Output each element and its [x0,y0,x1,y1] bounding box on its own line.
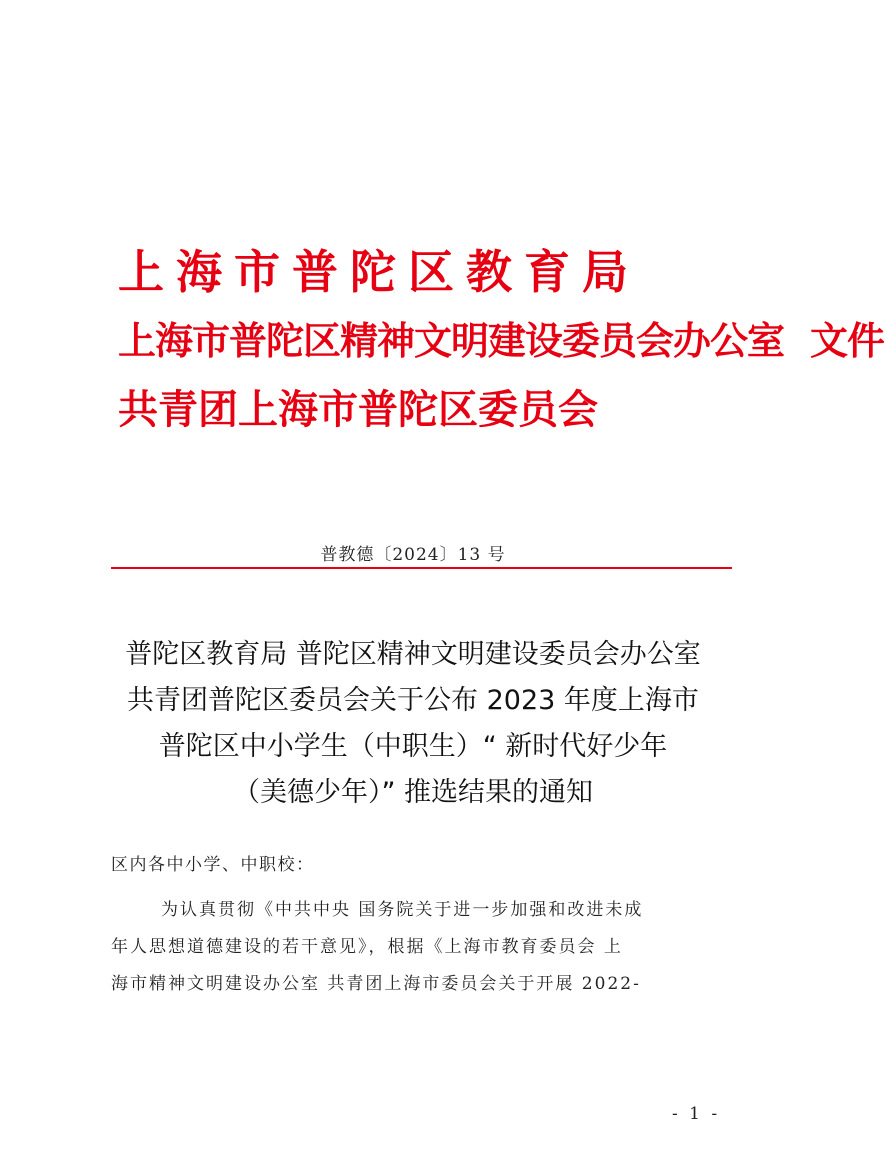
notice-title [100,632,726,816]
issuer-line-education-bureau: 上海市普陀区教育局 [118,245,640,299]
title-line-2: 共青团普陀区委员会关于公布 2023 年度上海市 [127,685,699,716]
document-type-label: 文件 [810,319,884,363]
salutation: 区内各中小学、中职校： [111,855,315,875]
page-number: - 1 - [672,1104,721,1124]
issuer-civilization-office-text: 上海市普陀区精神文明建设委员会办公室 [118,319,785,363]
paragraph-line-2: 年人思想道德建设的若干意见》，根据《上海市教育委员会 上 [111,937,623,957]
red-divider-line [111,567,732,569]
document-number: 普教德〔2024〕13 号 [320,545,506,565]
paragraph-line-1: 为认真贯彻《中共中央 国务院关于进一步加强和改进未成 [161,900,644,920]
title-line-1: 普陀区教育局 普陀区精神文明建设委员会办公室 [125,639,701,670]
title-line-3: 普陀区中小学生（中职生）“ 新时代好少年 [158,731,668,762]
paragraph-line-3: 海市精神文明建设办公室 共青团上海市委员会关于开展 2022- [111,974,641,994]
title-line-4: （美德少年）” 推选结果的通知 [232,777,594,808]
issuer-line-civilization-office [118,310,884,365]
issuer-line-youth-league: 共青团上海市普陀区委员会 [118,387,598,433]
